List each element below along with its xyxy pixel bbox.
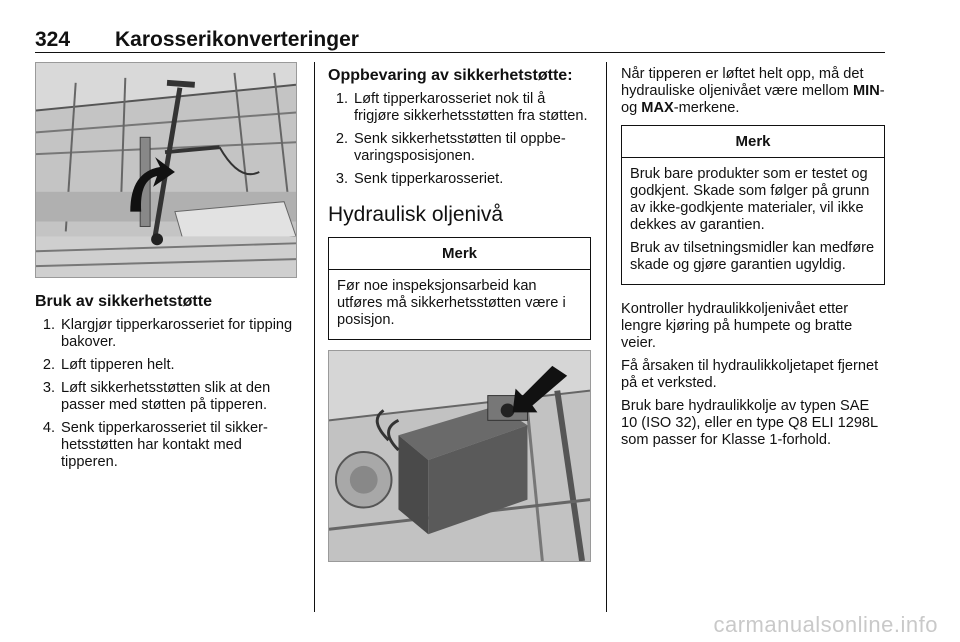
steps-use-support: [35, 317, 297, 471]
note-box: [328, 237, 591, 340]
page-number: 324: [35, 28, 71, 51]
body-paragraph: Bruk bare hydraulikkolje av typen SAE 10 (ISO 32), eller en type Q8 ELI 1298L som passer for Klasse 1-forhold.: [621, 398, 878, 448]
column-divider: [606, 62, 607, 612]
list-item: 3. Senk tipperkarosseriet.: [335, 171, 504, 187]
page-title: Karosserikonverteringer: [115, 28, 359, 51]
body-paragraph: Få årsaken til hydraulikkoljetapet fjernet på et verksted.: [621, 358, 879, 391]
note-paragraph: Bruk bare produkter som er testet og godkjent. Skade som følger på grunn av ikke-godkjente materialer, vil ikke dekkes av garantien.: [630, 166, 870, 233]
watermark: carmanualsonline.info: [713, 612, 938, 637]
max-label: MAX: [641, 100, 674, 116]
note-title: Merk: [622, 126, 884, 158]
min-label: MIN: [852, 83, 880, 99]
list-item: 4. Senk tipperkarosseriet til sikkerhetsstøtten har kontakt med tipperen.: [42, 420, 268, 470]
column-divider: [314, 62, 315, 612]
body-paragraph: Kontroller hydraulikkoljenivået etter lengre kjøring på humpete og bratte veier.: [621, 301, 853, 351]
list-item: 3. Løft sikkerhetsstøtten slik at den passer med støtten på tipperen.: [42, 380, 271, 413]
page-header: [35, 28, 885, 52]
header-rule: [35, 52, 885, 53]
list-item: 1. Klargjør tipperkarosseriet for tipping bakover.: [42, 317, 293, 350]
column-right: [621, 62, 885, 455]
section-heading-storage: Oppbevaring av sikkerhetstøtte:: [328, 67, 573, 84]
safety-support-illustration: [35, 62, 297, 278]
section-title-hydraulic: Hydraulisk oljenivå: [328, 203, 504, 226]
list-item: 1. Løft tipperkarosseriet nok til å frigjøre sikkerhetsstøtten fra støtten.: [335, 91, 588, 124]
steps-storage: [328, 91, 591, 188]
hydraulic-tank-illustration: [328, 350, 591, 562]
list-item: 2. Løft tipperen helt.: [42, 357, 175, 373]
oil-level-intro: Når tipperen er løftet helt opp, må det hydrauliske oljenivået være mellom MIN- og MAX-merkene.: [621, 66, 885, 116]
note-text: Før noe inspeksjonsarbeid kan utføres må sikkerhetsstøtten være i posisjon.: [337, 278, 566, 328]
list-item: 2. Senk sikkerhetsstøtten til oppbevaringsposisjonen.: [335, 131, 566, 164]
section-heading-use-support: Bruk av sikkerhetstøtte: [35, 293, 212, 310]
column-left: [35, 62, 297, 477]
hydraulic-tank-drawing: [329, 351, 590, 561]
note-paragraph: Bruk av tilsetningsmidler kan medføre skade og gjøre garantien ugyldig.: [630, 240, 875, 273]
column-middle: [328, 62, 591, 562]
note-box: [621, 125, 885, 285]
safety-support-drawing: [36, 63, 296, 277]
note-title: Merk: [329, 238, 590, 270]
